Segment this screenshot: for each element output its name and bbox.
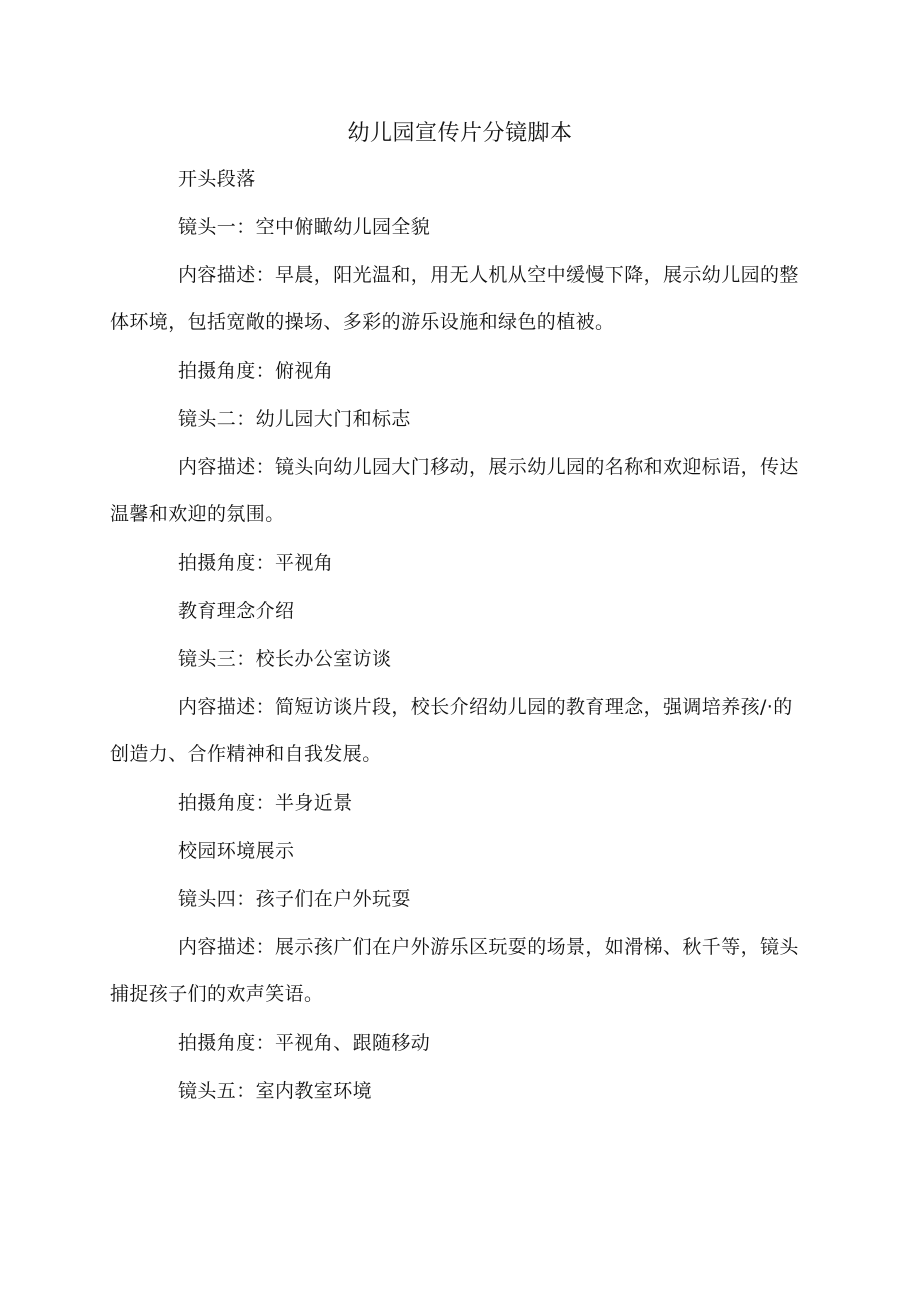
section-heading-opening: 开头段落	[178, 168, 256, 190]
shot-2-description: 内容描述：镜头向幼儿园大门移动，展示幼儿园的名称和欢迎标语，传达温馨和欢迎的氛围。	[110, 456, 799, 525]
document-title: 幼儿园宣传片分镜脚本	[347, 121, 573, 146]
shot-3-angle: 拍摄角度：半身近景	[178, 792, 353, 814]
shot-5-heading: 镜头五：室内教室环境	[178, 1080, 373, 1102]
section-heading-philosophy: 教育理念介绍	[178, 600, 295, 622]
shot-1-angle: 拍摄角度：俯视角	[178, 360, 334, 382]
shot-2-heading: 镜头二：幼儿园大门和标志	[178, 408, 411, 430]
section-heading-campus: 校园环境展示	[178, 840, 295, 862]
shot-3-description: 内容描述：简短访谈片段，校长介绍幼儿园的教育理念，强调培养孩/·的创造力、合作精神和自我发展。	[110, 696, 793, 765]
shot-4-heading: 镜头四：孩子们在户外玩耍	[178, 888, 411, 910]
shot-3-heading: 镜头三：校长办公室访谈	[178, 648, 392, 670]
shot-1-heading: 镜头一：空中俯瞰幼儿园全貌	[178, 216, 431, 238]
document-body	[110, 164, 810, 1124]
shot-2-angle: 拍摄角度：平视角	[178, 552, 334, 574]
shot-4-angle: 拍摄角度：平视角、跟随移动	[178, 1032, 431, 1054]
shot-1-description: 内容描述：早晨，阳光温和，用无人机从空中缓慢下降，展示幼儿园的整体环境，包括宽敞的操场、多彩的游乐设施和绿色的植被。	[110, 264, 799, 333]
shot-4-description: 内容描述：展示孩广们在户外游乐区玩耍的场景，如滑梯、秋千等，镜头捕捉孩子们的欢声笑语。	[110, 936, 799, 1005]
